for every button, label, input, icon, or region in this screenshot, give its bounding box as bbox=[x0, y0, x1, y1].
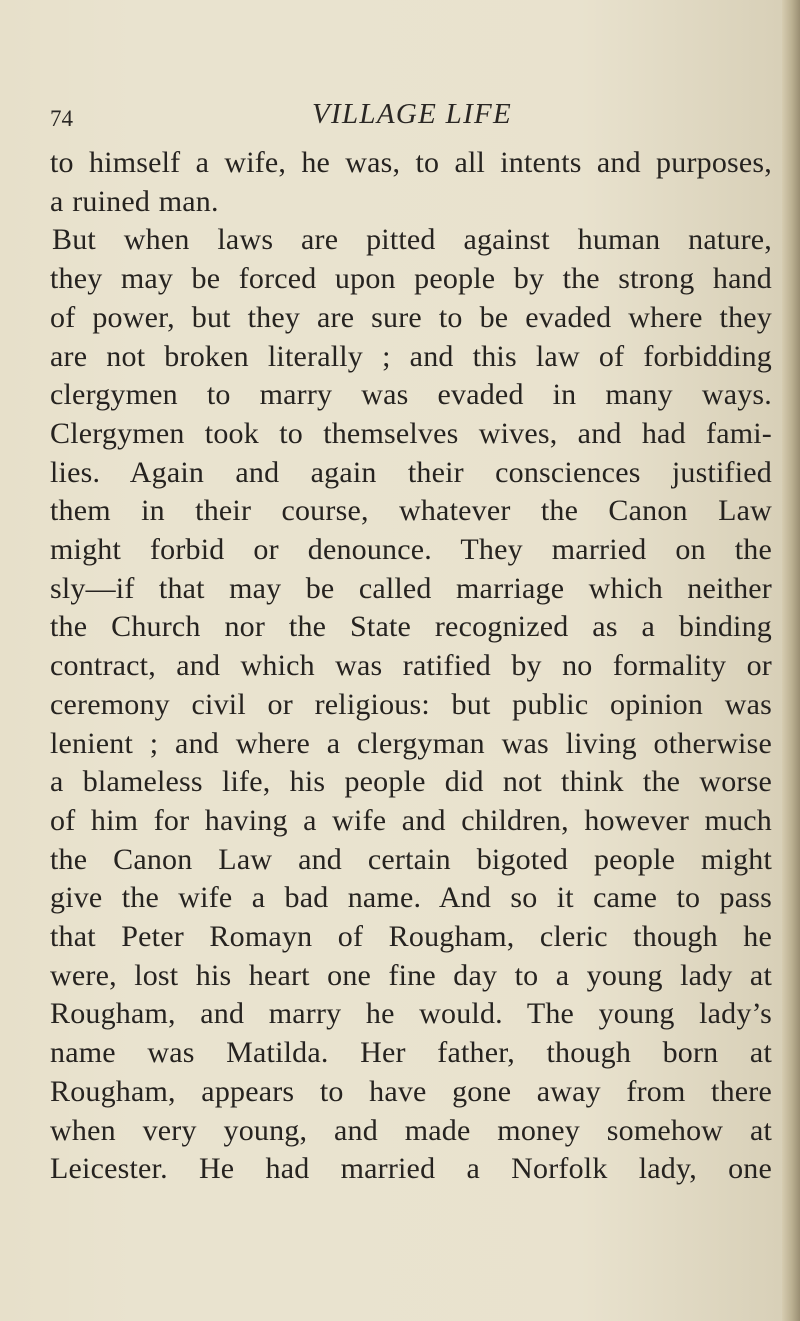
text-line: Leicester. He had married a Norfolk lady, one bbox=[50, 1152, 772, 1186]
text-line: Rougham, and marry he would. The young lady’s bbox=[50, 997, 772, 1031]
text-line: when very young, and made money somehow at bbox=[50, 1113, 772, 1147]
text-line: clergymen to marry was evaded in many ways. bbox=[50, 378, 772, 412]
text-line: a ruined man. bbox=[50, 184, 219, 218]
page-number: 74 bbox=[50, 106, 73, 131]
text-line: name was Matilda. Her father, though born at bbox=[50, 1036, 772, 1070]
text-line: were, lost his heart one fine day to a young lady at bbox=[50, 958, 772, 992]
text-line: are not broken literally ; and this law of forbidding bbox=[50, 339, 772, 373]
body-text bbox=[50, 144, 772, 1189]
text-line: the Canon Law and certain bigoted people might bbox=[50, 842, 772, 876]
text-line: that Peter Romayn of Rougham, cleric though he bbox=[50, 920, 772, 954]
text-line: ceremony civil or religious: but public opinion was bbox=[50, 687, 772, 721]
text-line: Clergymen took to themselves wives, and had fami- bbox=[50, 416, 772, 450]
text-line: Rougham, appears to have gone away from there bbox=[50, 1074, 772, 1108]
text-line: sly—if that may be called marriage which neither bbox=[50, 571, 772, 605]
page-header bbox=[50, 97, 770, 137]
text-line: lies. Again and again their consciences justified bbox=[50, 455, 772, 489]
text-line: contract, and which was ratified by no formality or bbox=[50, 649, 772, 683]
text-line: the Church nor the State recognized as a binding bbox=[50, 610, 772, 644]
running-head: VILLAGE LIFE bbox=[312, 98, 513, 130]
text-line: might forbid or denounce. They married on the bbox=[50, 533, 772, 567]
page-edge bbox=[782, 0, 800, 1321]
text-line: But when laws are pitted against human nature, bbox=[52, 223, 772, 257]
text-line: they may be forced upon people by the strong hand bbox=[50, 262, 772, 296]
text-line: give the wife a bad name. And so it came to pass bbox=[50, 881, 772, 915]
text-line: of power, but they are sure to be evaded where they bbox=[50, 300, 772, 334]
text-line: to himself a wife, he was, to all intents and purposes, bbox=[50, 146, 772, 179]
text-line: lenient ; and where a clergyman was living otherwise bbox=[50, 726, 772, 760]
text-line: of him for having a wife and children, however much bbox=[50, 803, 772, 837]
text-line: a blameless life, his people did not think the worse bbox=[50, 765, 772, 799]
text-line: them in their course, whatever the Canon Law bbox=[50, 494, 772, 528]
